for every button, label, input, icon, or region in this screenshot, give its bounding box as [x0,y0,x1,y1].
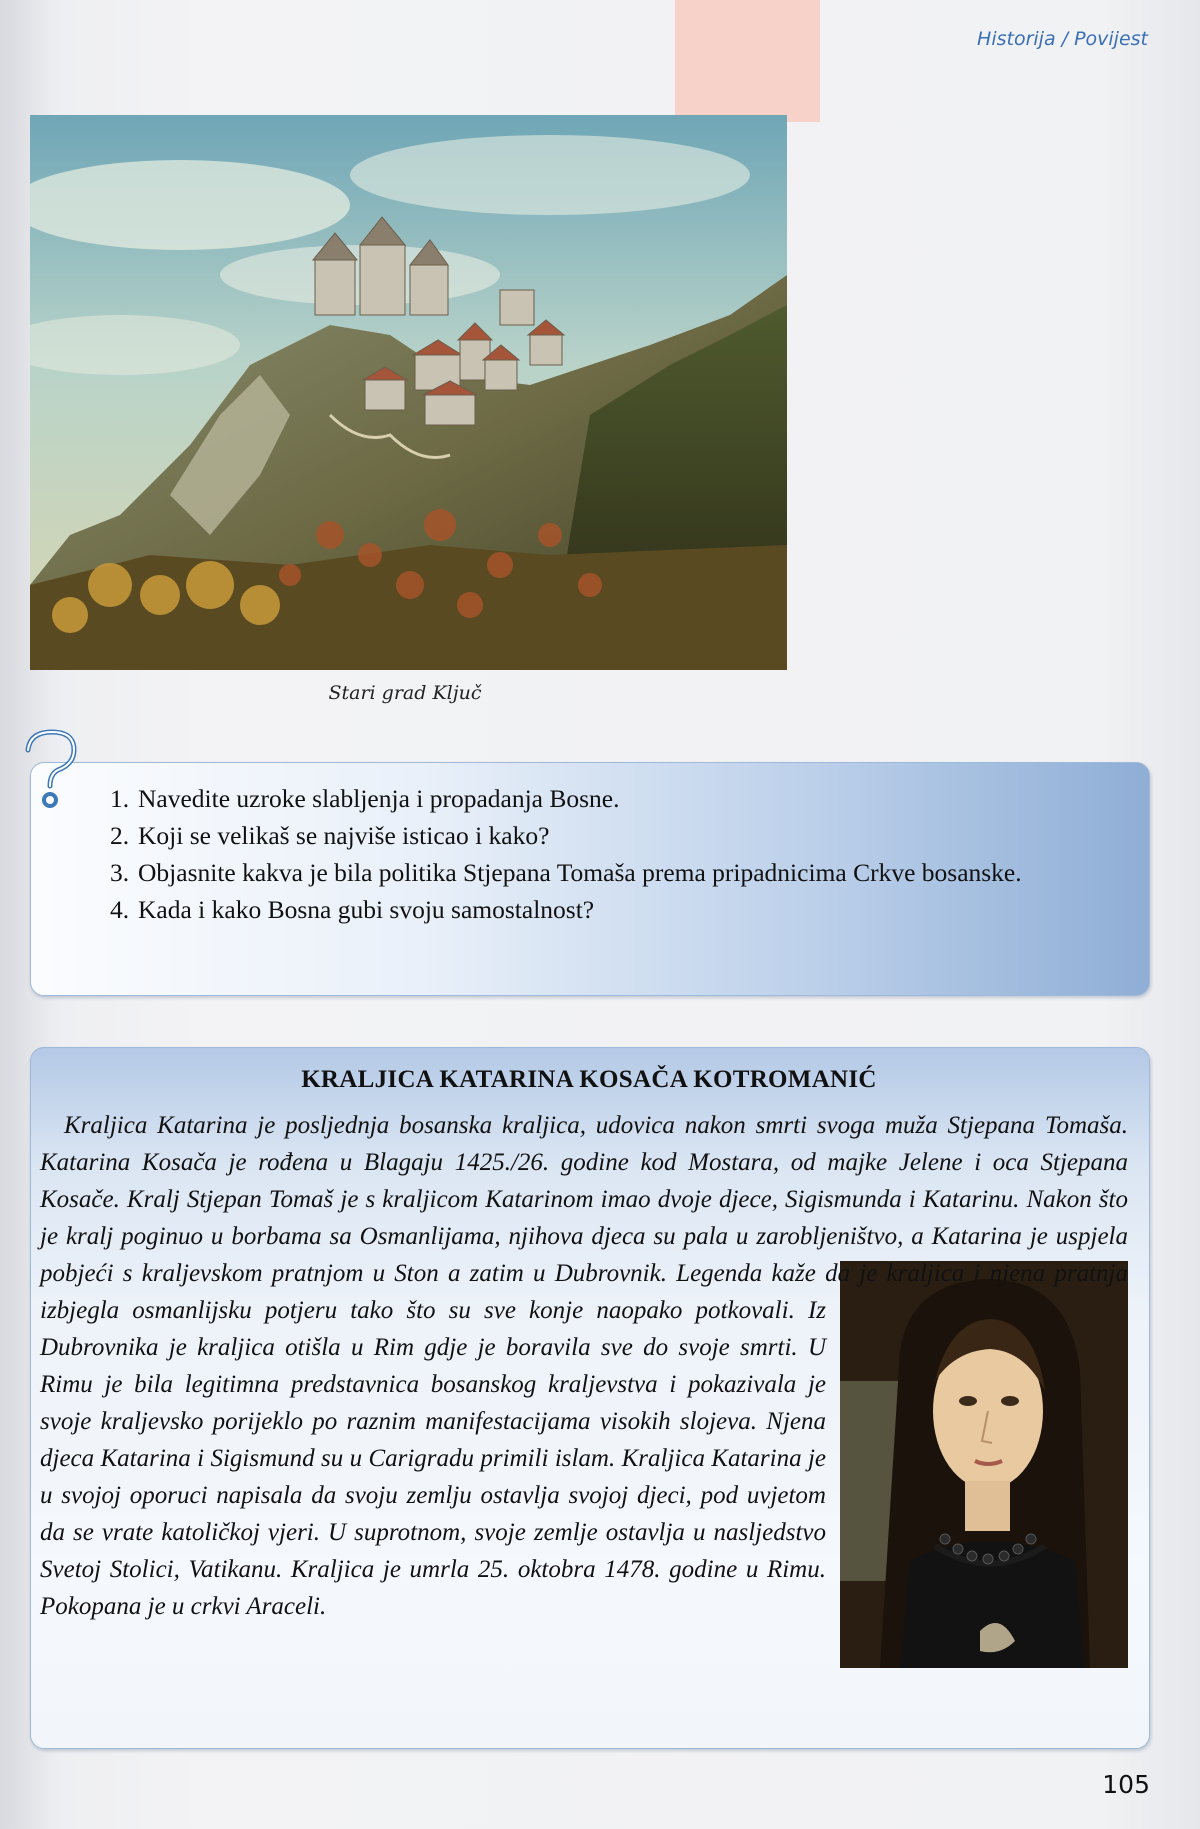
question-number: 3. [110,858,130,887]
question-number: 1. [110,784,130,813]
sticky-note [675,0,820,122]
page-number: 105 [1102,1770,1150,1799]
info-box-text [40,1107,1128,1674]
info-box-title: KRALJICA KATARINA KOSAČA KOTROMANIĆ [301,1066,877,1093]
queen-portrait [840,1261,1128,1668]
question-text: Kada i kako Bosna gubi svoju samostalnost? [138,895,595,924]
question-item [110,891,1090,928]
question-item [110,854,1090,891]
question-number: 2. [110,821,130,850]
painting-caption: Stari grad Ključ [328,682,482,704]
question-item [110,780,1090,817]
castle-painting [30,115,787,670]
info-text-part1: Kraljica Katarina je posljednja bosanska kraljica, udovica nakon smrti svoga muža Stjepana Tomaša. Katarina Kosača je rođena u Blagaju 1425./26. godine kod Mostara, od majke Jelene i oca Stjepana Kosače. Kralj Stjepan Tomaš je s kraljicom Katarinom imao dvoje djece, Sigismunda i Katarinu. Nakon što je kralj poginuo u borbama sa Osmanlijama, njihova djeca su pala u zarobljeništvo, a Katarina je uspjela pobjeći [40,1112,1128,1287]
question-item [110,817,1090,854]
question-text: Koji se velikaš se najviše isticao i kako? [138,821,550,850]
info-text-part2: s kraljevskom pratnjom u Ston a zatim u Dubrovnik. Legenda kaže da je kraljica i njena pratnja izbjegla osmanlijsku potjeru tako što su sve konje naopako potkovali. Iz Dubrovnika je kraljica otišla u Rim gdje je boravila sve do svoje smrti. U Rimu je bila legitimna predstavnica bosanskog kraljevstva i pokazivala je svoje kraljevsko porijeklo po raznim manifestacijama visokih slojeva. Njena djeca Katarina i Sigismund su u Carigradu primili islam. Kraljica Katarina je u svojoj oporuci napisala da svoju zemlju ostavlja svojoj djeci, pod uvjetom da se vrate katoličkoj vjeri. U suprotnom, svoje zemlje ostavlja u nasljedstvo Svetoj Stolici, Vatikanu. Kraljica je umrla 25. oktobra 1478. godine u Rimu. Pokopana je u crkvi Araceli. [40,1260,1129,1620]
question-mark-icon [20,728,82,812]
question-text: Objasnite kakva je bila politika Stjepana Tomaša prema pripadnicima Crkve bosanske. [138,858,1022,887]
questions-list [110,780,1090,928]
running-header: Historija / Povijest [977,28,1148,50]
question-text: Navedite uzroke slabljenja i propadanja Bosne. [138,784,620,813]
question-number: 4. [110,895,130,924]
